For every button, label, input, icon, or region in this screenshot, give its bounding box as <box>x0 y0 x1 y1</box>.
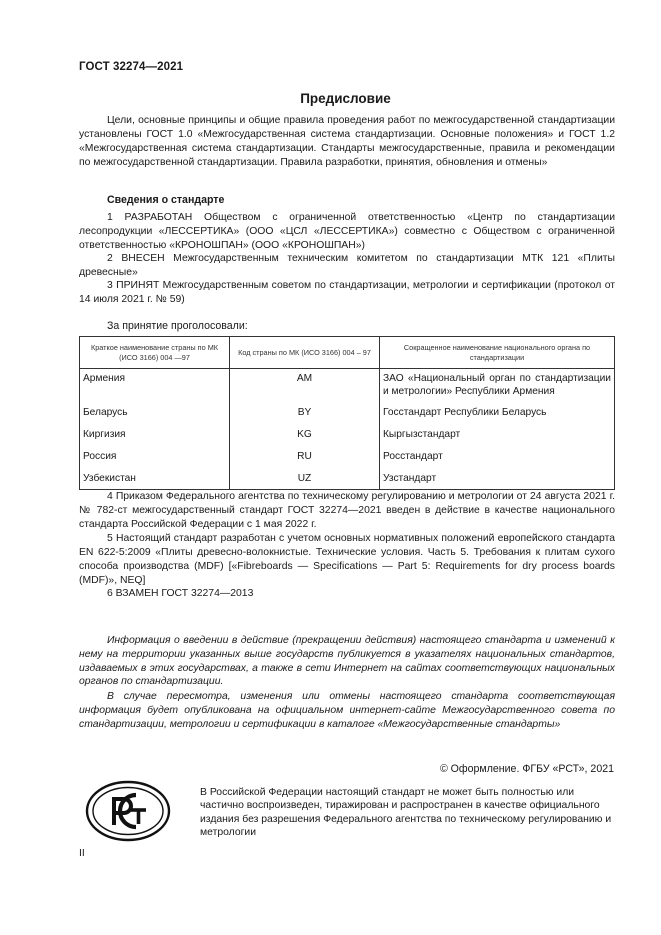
code-cell: RU <box>230 443 380 465</box>
code-cell: BY <box>230 400 380 421</box>
voted-label: За принятие проголосовали: <box>107 320 248 332</box>
country-cell: Киргизия <box>80 421 230 443</box>
page-number: II <box>79 848 85 859</box>
item-1-paragraph: 1 РАЗРАБОТАН Обществом с ограниченной ответственностью «Центр по стандартизации лесопродукции «ЛЕССЕРТИКА» (ООО «ЦСЛ «ЛЕССЕРТИКА») совместно с Обществом с ограниченной ответственностью «КРОНОШПАН» (ООО «КРОНОШПАН») <box>79 212 615 251</box>
item-5-paragraph: 5 Настоящий стандарт разработан с учетом основных нормативных положений европейского стандарта EN 622-5:2009 «Плиты древесно-волокнистые. Технические условия. Часть 5. Требования к плитам сухого способа производства (MDF) [«Fibreboards — Specifications — Part 5: Requirements for dry process boards (MDF)», NEQ] <box>79 533 615 586</box>
table-row <box>80 369 615 401</box>
country-cell: Армения <box>80 369 230 401</box>
copyright-notice <box>200 786 614 840</box>
table-row <box>80 400 615 421</box>
table-header-row <box>80 337 615 369</box>
table-row <box>80 421 615 443</box>
country-cell: Узбекистан <box>80 465 230 490</box>
body-cell: ЗАО «Национальный орган по стандартизации и метрологии» Республики Армения <box>380 369 615 401</box>
info-introduction-paragraph: Информация о введении в действие (прекращении действия) настоящего стандарта и изменений к нему на территории указанных выше государств публикуется в указателях национальных стандартов, издаваемых в этих государствах, а также в сети Интернет на сайтах соответствующих национальных органов по стандартизации. <box>79 635 615 688</box>
country-cell: Россия <box>80 443 230 465</box>
body-cell: Кыргызстандарт <box>380 421 615 443</box>
item-3-paragraph: 3 ПРИНЯТ Межгосударственным советом по стандартизации, метрологии и сертификации (протокол от 14 июля 2021 г. № 59) <box>79 280 615 305</box>
document-code-header: ГОСТ 32274—2021 <box>79 61 184 73</box>
copyright-line: © Оформление. ФГБУ «РСТ», 2021 <box>439 763 614 775</box>
country-cell: Беларусь <box>80 400 230 421</box>
code-cell: UZ <box>230 465 380 490</box>
standard-info-subtitle: Сведения о стандарте <box>107 194 225 206</box>
column-header-code: Код страны по МК (ИСО 3166) 004 – 97 <box>230 337 380 369</box>
table-row <box>80 465 615 490</box>
column-header-body: Сокращенное наименование национального органа по стандартизации <box>380 337 615 369</box>
item-4-paragraph: 4 Приказом Федерального агентства по техническому регулированию и метрологии от 24 августа 2021 г. № 782-ст межгосударственный стандарт ГОСТ 32274—2021 введен в действие в качестве национального стандарта Российской Федерации с 1 мая 2022 г. <box>79 491 615 530</box>
code-cell: KG <box>230 421 380 443</box>
body-cell: Росстандарт <box>380 443 615 465</box>
column-header-country: Краткое наименование страны по МК (ИСО 3166) 004 —97 <box>80 337 230 369</box>
body-cell: Узстандарт <box>380 465 615 490</box>
notice-text: В Российской Федерации настоящий стандарт не может быть полностью или частично воспроизведен, тиражирован и распространен в качестве официального издания без разрешения Федерального агентства по техническому регулированию и метрологии <box>200 787 612 839</box>
item-2-paragraph: 2 ВНЕСЕН Межгосударственным техническим комитетом по стандартизации МТК 121 «Плиты древесные» <box>79 253 615 278</box>
intro-paragraph: Цели, основные принципы и общие правила проведения работ по межгосударственной стандартизации установлены ГОСТ 1.0 «Межгосударственная система стандартизации. Основные положения» и ГОСТ 1.2 «Межгосударственная система стандартизации. Стандарты межгосударственные, правила и рекомендации по межгосударственной стандартизации. Правила разработки, принятия, обновления и отмены» <box>79 115 615 168</box>
item-6-paragraph: 6 ВЗАМЕН ГОСТ 32274—2013 <box>107 588 254 599</box>
info-revision-paragraph: В случае пересмотра, изменения или отмены настоящего стандарта соответствующая информация будет опубликована на официальном интернет-сайте Межгосударственного совета по стандартизации, метрологии и сертификации в каталоге «Межгосударственные стандарты» <box>79 691 615 730</box>
section-title: Предисловие <box>300 91 391 106</box>
voting-states-table <box>79 336 615 490</box>
body-cell: Госстандарт Республики Беларусь <box>380 400 615 421</box>
table-row <box>80 443 615 465</box>
rst-logo-icon <box>84 779 172 843</box>
code-cell: AM <box>230 369 380 401</box>
